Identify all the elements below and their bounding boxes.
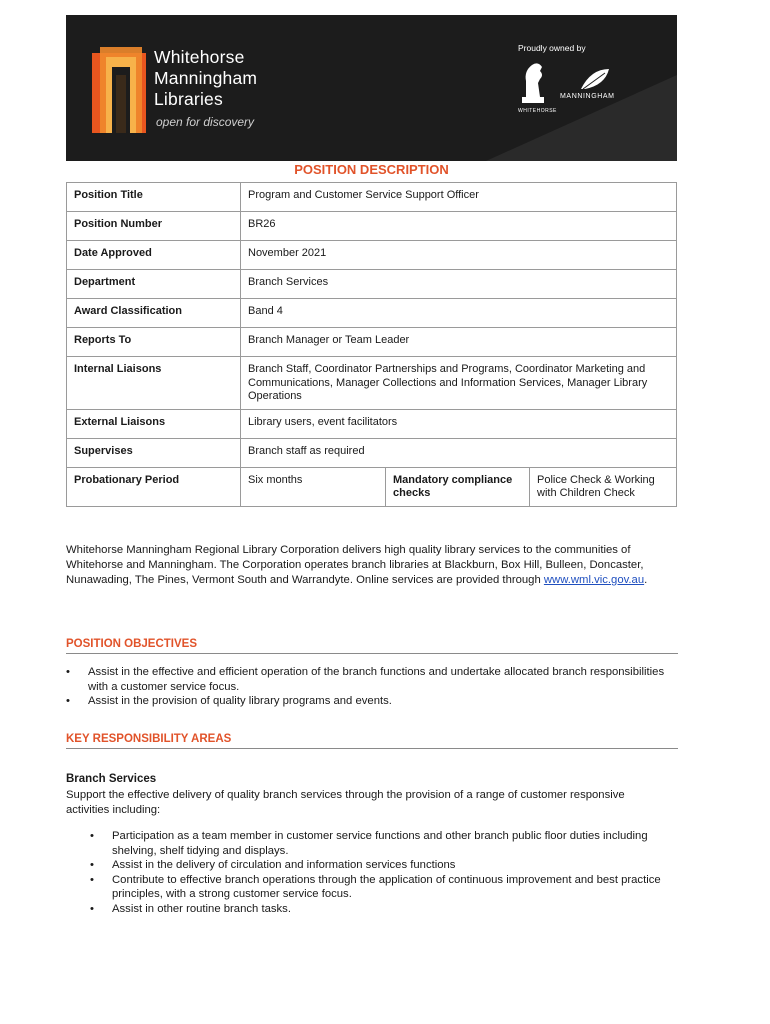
header-banner <box>66 15 677 161</box>
table-row <box>67 328 677 357</box>
website-link[interactable]: www.wml.vic.gov.au <box>543 574 645 586</box>
supervises-value: Branch staff as required <box>241 438 677 467</box>
owned-by-text: Proudly owned by <box>518 43 586 53</box>
list-item: • Assist in other routine branch tasks. <box>90 902 675 917</box>
probation-value: Six months <box>241 467 386 506</box>
manningham-label: MANNINGHAM <box>560 93 615 100</box>
position-title-label: Position Title <box>67 183 241 212</box>
mandatory-checks-label: Mandatory compliance checks <box>386 467 530 506</box>
tagline: open for discovery <box>156 115 255 129</box>
wordmark-line-1: Whitehorse <box>154 47 245 67</box>
award-value: Band 4 <box>241 299 677 328</box>
table-row <box>67 467 677 506</box>
external-liaisons-value: Library users, event facilitators <box>241 409 677 438</box>
reports-to-label: Reports To <box>67 328 241 357</box>
external-liaisons-label: External Liaisons <box>67 409 241 438</box>
position-info-table <box>66 182 677 507</box>
table-row <box>67 409 677 438</box>
position-number-value: BR26 <box>241 212 677 241</box>
table-row <box>67 183 677 212</box>
department-label: Department <box>67 270 241 299</box>
position-title-value: Program and Customer Service Support Officer <box>241 183 677 212</box>
intro-paragraph <box>66 543 678 588</box>
list-item: • Assist in the provision of quality library programs and events. <box>66 694 666 709</box>
table-row <box>67 438 677 467</box>
table-row <box>67 241 677 270</box>
internal-liaisons-label: Internal Liaisons <box>67 357 241 410</box>
library-logo-icon <box>92 45 146 133</box>
position-number-label: Position Number <box>67 212 241 241</box>
department-value: Branch Services <box>241 270 677 299</box>
list-item: • Assist in the effective and efficient operation of the branch functions and undertake allocated branch responsibilities with a customer service focus. <box>66 665 666 694</box>
objectives-list <box>66 665 666 709</box>
award-label: Award Classification <box>67 299 241 328</box>
table-row <box>67 270 677 299</box>
mandatory-checks-value: Police Check & Working with Children Check <box>530 467 677 506</box>
list-item: • Contribute to effective branch operations through the application of continuous improvement and best practice principles, with a strong customer service focus. <box>90 873 675 902</box>
list-item: • Participation as a team member in customer service functions and other branch public floor duties including shelving, shelf tidying and displays. <box>90 829 675 858</box>
library-wordmark <box>154 47 257 110</box>
date-approved-label: Date Approved <box>67 241 241 270</box>
intro-end: . <box>644 574 648 586</box>
table-row <box>67 212 677 241</box>
supervises-label: Supervises <box>67 438 241 467</box>
reports-to-value: Branch Manager or Team Leader <box>241 328 677 357</box>
list-item: • Assist in the delivery of circulation and information services functions <box>90 858 675 873</box>
document-title: POSITION DESCRIPTION <box>294 162 449 177</box>
probation-label: Probationary Period <box>67 467 241 506</box>
date-approved-value: November 2021 <box>241 241 677 270</box>
key-responsibility-heading: KEY RESPONSIBILITY AREAS <box>66 733 678 749</box>
whitehorse-label: WHITEHORSE <box>518 108 557 114</box>
manningham-leaf-icon <box>577 65 613 95</box>
wordmark-line-3: Libraries <box>154 89 223 109</box>
branch-services-list <box>90 829 675 916</box>
internal-liaisons-value: Branch Staff, Coordinator Partnerships and Programs, Coordinator Marketing and Communications, Manager Collections and Information Services, Manager Library Operations <box>241 357 677 410</box>
branch-services-intro: Support the effective delivery of quality branch services through the provision of a range of customer responsive activities including: <box>66 789 625 816</box>
wordmark-line-2: Manningham <box>154 68 258 88</box>
table-row <box>67 357 677 410</box>
table-row <box>67 299 677 328</box>
branch-services-heading: Branch Services <box>66 773 157 785</box>
position-objectives-heading: POSITION OBJECTIVES <box>66 638 678 654</box>
intro-text: Whitehorse Manningham Regional Library Corporation delivers high quality library services to the communities of Whitehorse and Manningham. The Corporation operates branch libraries at Blackburn, Box Hill, Bulleen, Doncaster, Nunawading, The Pines, Vermont South and Warrandyte. Online services are provided through <box>66 544 644 586</box>
whitehorse-crest-icon <box>518 57 548 105</box>
